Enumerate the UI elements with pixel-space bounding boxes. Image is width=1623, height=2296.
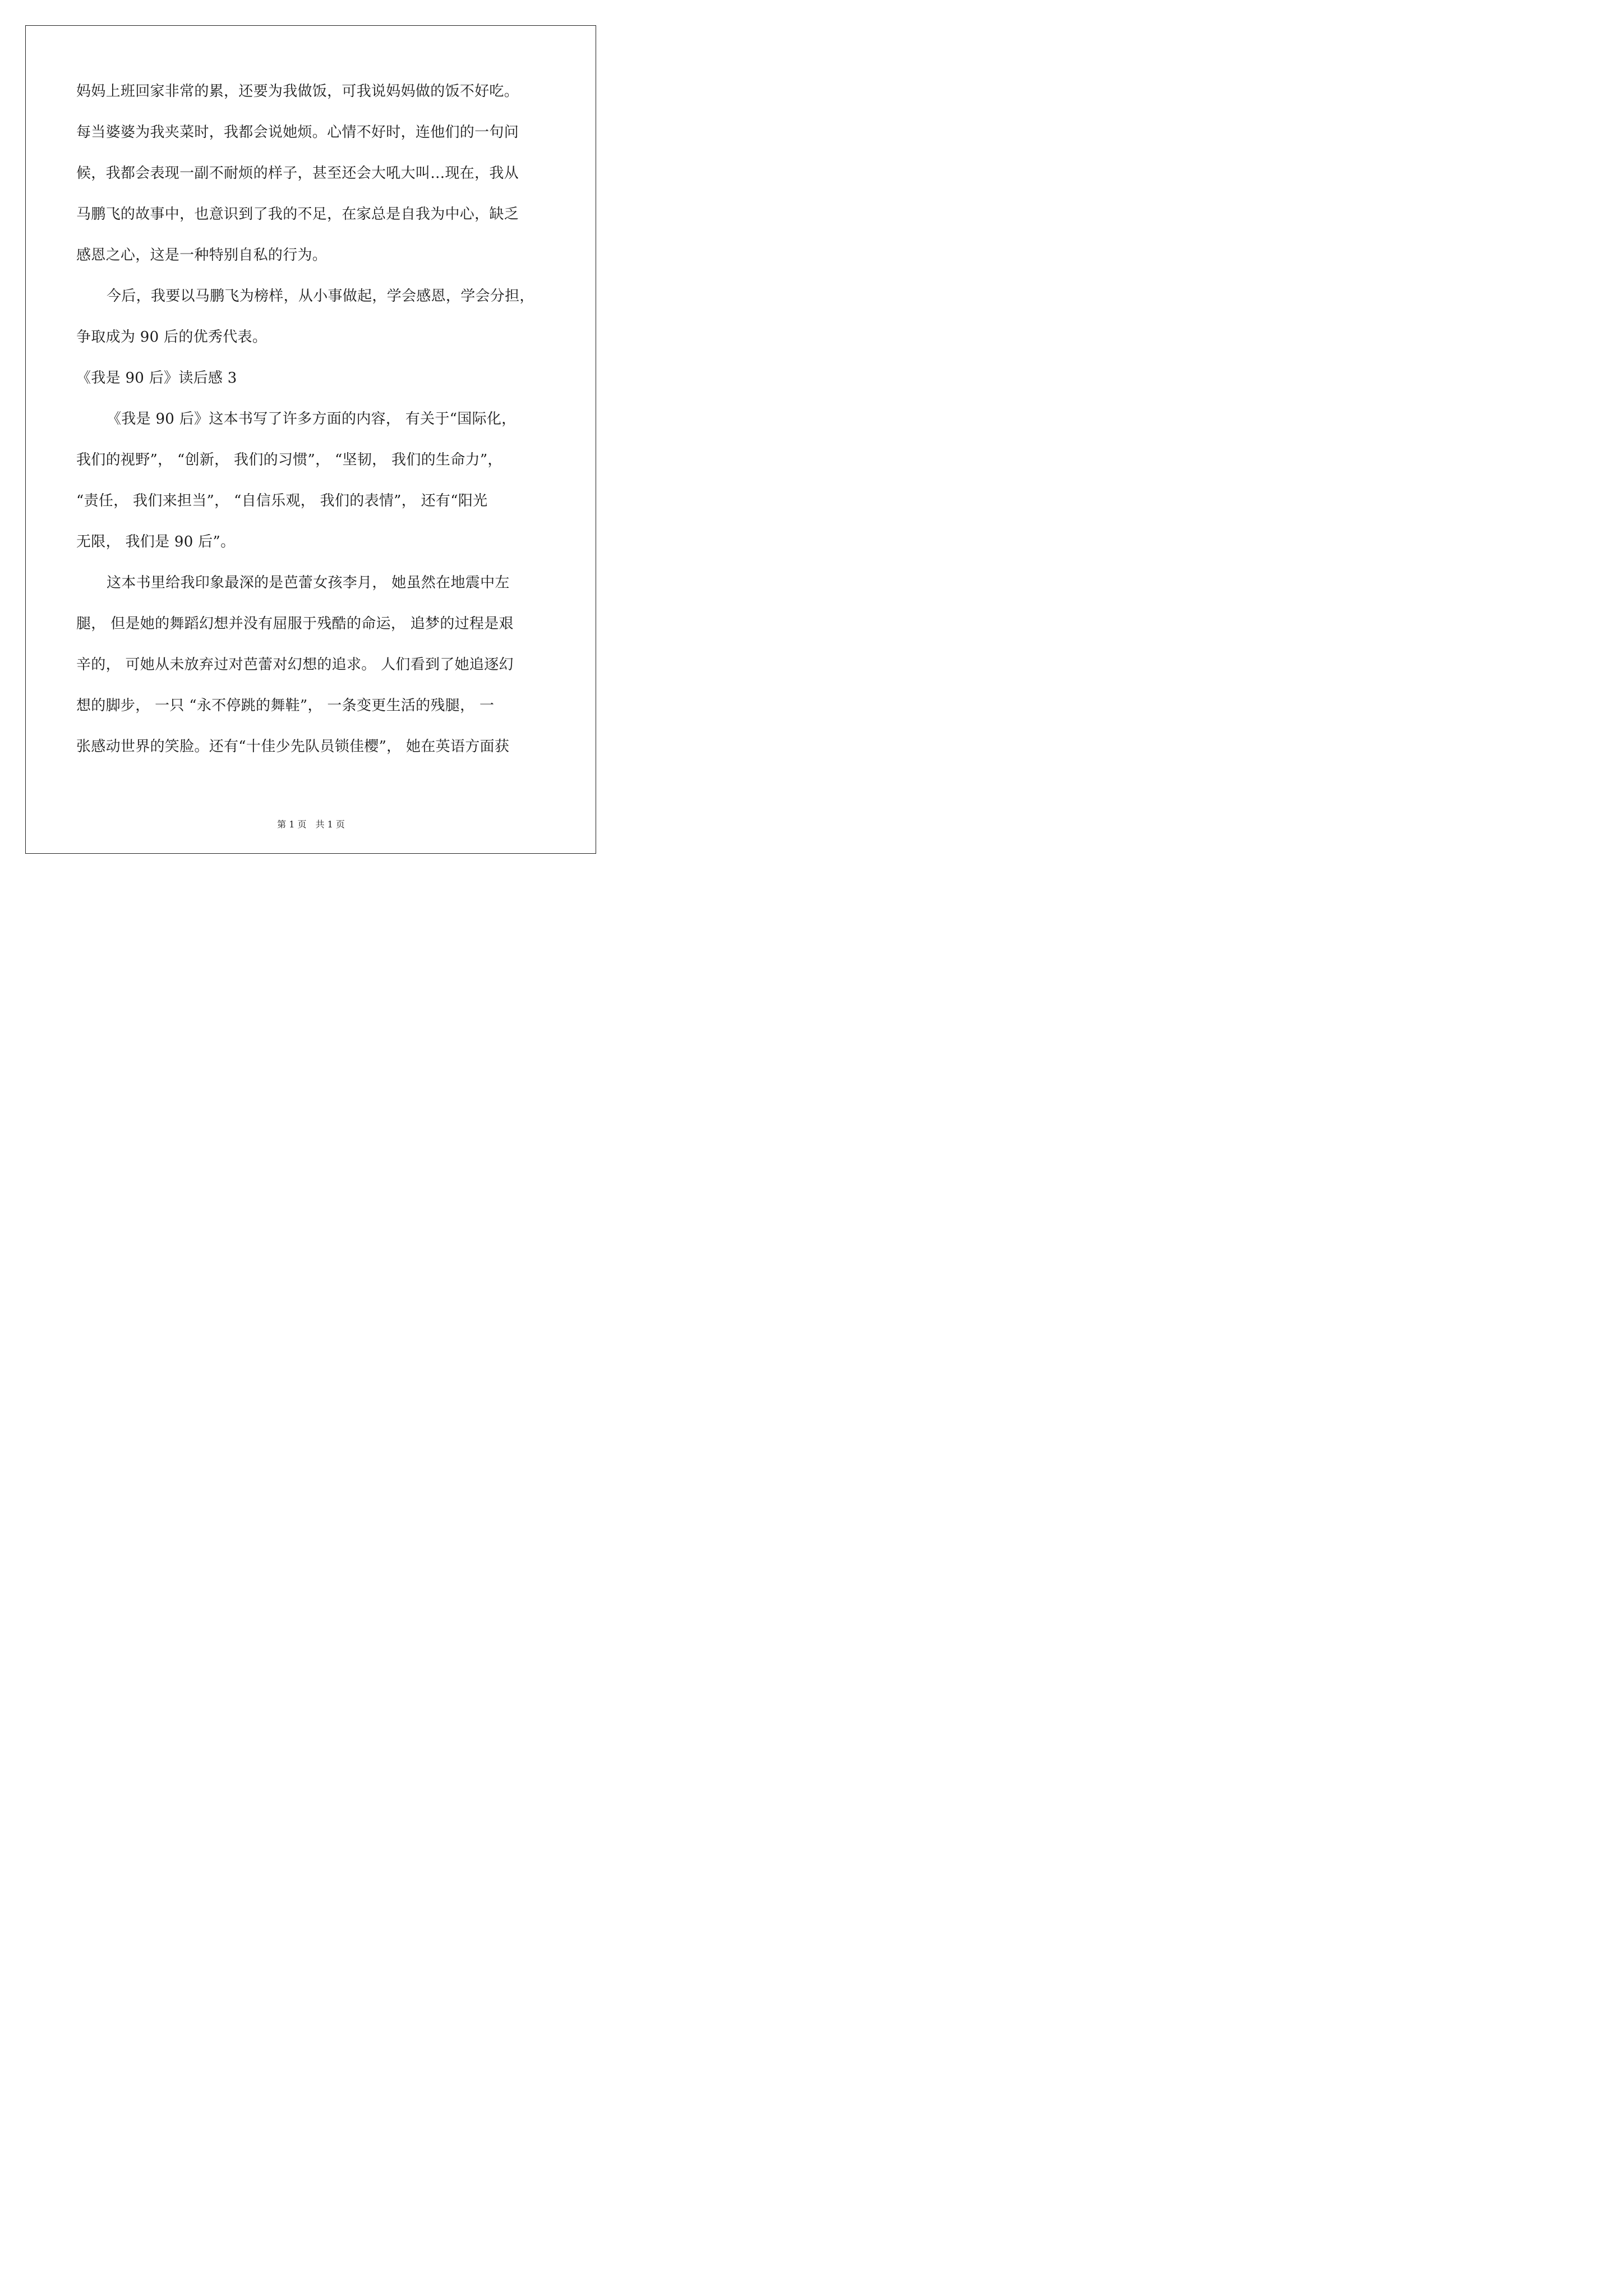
body-text-line: 张感动世界的笑脸。还有“十佳少先队员锁佳樱”， 她在英语方面获 <box>76 738 510 755</box>
body-text-line: 腿， 但是她的舞蹈幻想并没有屈服于残酷的命运， 追梦的过程是艰 <box>76 615 514 632</box>
body-text-line: 候，我都会表现一副不耐烦的样子，甚至还会大吼大叫…现在，我从 <box>76 165 519 182</box>
body-text-line: 感恩之心，这是一种特别自私的行为。 <box>76 247 328 264</box>
body-text-line: 无限， 我们是 90 后”。 <box>76 533 236 550</box>
body-text-line: 这本书里给我印象最深的是芭蕾女孩李月， 她虽然在地震中左 <box>107 574 510 591</box>
page-number: 第 1 页 共 1 页 <box>277 819 345 830</box>
body-text-line: 马鹏飞的故事中，也意识到了我的不足，在家总是自我为中心，缺乏 <box>76 206 519 223</box>
body-text-line: 想的脚步， 一只 “永不停跳的舞鞋”， 一条变更生活的残腿， 一 <box>76 697 495 714</box>
body-text-line: 《我是 90 后》这本书写了许多方面的内容， 有关于“国际化， <box>107 411 517 427</box>
body-text-line: 辛的， 可她从未放弃过对芭蕾对幻想的追求。 人们看到了她追逐幻 <box>76 656 514 673</box>
body-text-line: 每当婆婆为我夹菜时，我都会说她烦。心情不好时，连他们的一句问 <box>76 124 519 141</box>
body-text-line: “责任， 我们来担当”， “自信乐观， 我们的表情”， 还有“阳光 <box>76 493 488 509</box>
body-text-line: 妈妈上班回家非常的累，还要为我做饭，可我说妈妈做的饭不好吃。 <box>76 83 519 100</box>
body-text-line: 我们的视野”， “创新， 我们的习惯”， “坚韧， 我们的生命力”， <box>76 452 502 468</box>
body-text-line: 今后，我要以马鹏飞为榜样，从小事做起，学会感恩，学会分担， <box>107 288 534 305</box>
body-text-line: 争取成为 90 后的优秀代表。 <box>76 329 268 346</box>
section-heading: 《我是 90 后》读后感 3 <box>76 370 237 386</box>
page-border <box>25 25 596 854</box>
